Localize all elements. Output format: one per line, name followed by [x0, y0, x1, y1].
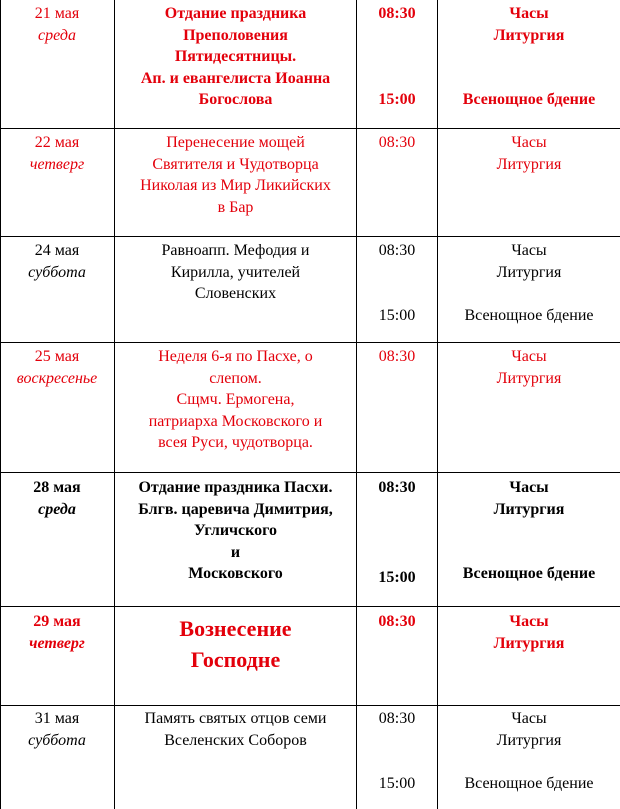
service-time: 15:00: [378, 91, 416, 108]
feast-title-line: патриарха Московского и: [148, 412, 323, 430]
service-name: Всенощное бдение: [462, 565, 596, 582]
feast-title-line: Преполовения: [183, 26, 288, 44]
weekday: четверг: [29, 155, 85, 173]
column-divider-title: [356, 0, 357, 809]
service-name: Всенощное бдение: [464, 307, 594, 324]
feast-title-line: Словенских: [194, 285, 277, 302]
feast-title-line: Память святых отцов семи: [144, 710, 327, 727]
service-name: Часы: [511, 348, 547, 365]
service-time: 08:30: [378, 479, 416, 496]
row-divider: [0, 236, 620, 237]
service-name: Часы: [509, 479, 549, 496]
feast-title-line: Кирилла, учителей: [170, 263, 301, 281]
row-divider: [0, 128, 620, 129]
service-time: 08:30: [378, 710, 416, 727]
feast-title-line: Угличского: [193, 522, 278, 539]
service-name: Всенощное бдение: [462, 91, 596, 108]
service-time: 08:30: [378, 613, 416, 630]
service-names: [438, 346, 620, 389]
feast-title-line: Равноапп. Мефодия и: [161, 242, 310, 259]
service-name: Часы: [511, 242, 547, 259]
date-cell: [0, 3, 114, 46]
feast-title-line: Святителя и Чудотворца: [152, 155, 319, 173]
service-name: Литургия: [496, 155, 562, 173]
service-name: Всенощное бдение: [464, 775, 594, 792]
service-time: 15:00: [378, 569, 416, 586]
feast-title-line: Вселенских Соборов: [164, 731, 307, 749]
feast-title-line: Отдание праздника Пасхи.: [138, 479, 333, 496]
feast-title-line: Николая из Мир Ликийских: [140, 177, 331, 194]
column-divider-time: [437, 0, 438, 809]
date-cell: [0, 477, 114, 520]
service-time: 15:00: [378, 775, 416, 792]
feast-title-line: и: [230, 543, 241, 561]
weekday: среда: [38, 26, 76, 44]
weekday: четверг: [29, 634, 85, 652]
table-border-left: [0, 0, 1, 809]
feast-title-cell: [115, 477, 356, 585]
date: 28 мая: [33, 479, 81, 496]
service-names: [438, 132, 620, 175]
date-cell: [0, 240, 114, 283]
service-name: Литургия: [493, 26, 565, 44]
service-time: 08:30: [378, 242, 416, 259]
date: 29 мая: [33, 613, 81, 630]
service-name: Литургия: [493, 500, 565, 518]
feast-title-line: слепом.: [209, 369, 262, 387]
feast-title-cell: [115, 346, 356, 454]
feast-title-line: Господне: [190, 647, 281, 672]
service-names: [438, 477, 620, 520]
service-name: Литургия: [496, 263, 562, 281]
row-divider: [0, 472, 620, 473]
service-name: Часы: [511, 710, 547, 727]
date: 25 мая: [34, 348, 80, 365]
row-divider: [0, 606, 620, 607]
date-cell: [0, 708, 114, 751]
service-time: 08:30: [378, 134, 416, 151]
feast-title-line: Ап. и евангелиста Иоанна: [140, 69, 331, 87]
row-divider: [0, 342, 620, 343]
date-cell: [0, 346, 114, 389]
service-names: [438, 708, 620, 751]
service-name: Часы: [509, 613, 549, 630]
date: 22 мая: [34, 134, 80, 151]
feast-title-line: Богослова: [198, 91, 273, 108]
feast-title-cell: [115, 708, 356, 751]
feast-title-cell: [115, 3, 356, 111]
service-names: [438, 3, 620, 46]
date: 21 мая: [34, 5, 80, 22]
feast-title-line: Вознесение: [179, 616, 292, 641]
feast-title-line: Сщмч. Ермогена,: [176, 391, 295, 408]
weekday: среда: [38, 500, 76, 518]
weekday: суббота: [28, 731, 86, 749]
service-names: [438, 611, 620, 654]
date: 31 мая: [34, 710, 80, 727]
date-cell: [0, 611, 114, 654]
weekday: воскресенье: [16, 369, 98, 387]
feast-title-line: всея Руси, чудотворца.: [158, 434, 313, 451]
feast-title-cell: [115, 240, 356, 305]
service-name: Часы: [511, 134, 547, 151]
feast-title-line: Пятидесятницы.: [174, 48, 297, 65]
feast-title-line: Блгв. царевича Димитрия,: [138, 500, 333, 518]
row-divider: [0, 705, 620, 706]
service-name: Часы: [509, 5, 549, 22]
service-names: [438, 240, 620, 283]
weekday: суббота: [28, 263, 86, 281]
feast-title-line: Перенесение мощей: [166, 134, 305, 151]
service-name: Литургия: [493, 634, 565, 652]
service-time: 08:30: [378, 5, 416, 22]
service-time: 15:00: [378, 307, 416, 324]
service-time: 08:30: [378, 348, 416, 365]
feast-title-line: в Бар: [217, 198, 254, 216]
date: 24 мая: [34, 242, 80, 259]
service-name: Литургия: [496, 369, 562, 387]
feast-title-line: Отдание праздника: [164, 5, 307, 22]
service-name: Литургия: [496, 731, 562, 749]
feast-title-cell: [115, 132, 356, 218]
date-cell: [0, 132, 114, 175]
feast-title-line: Московского: [188, 565, 283, 582]
feast-title-cell: [115, 613, 356, 675]
feast-title-line: Неделя 6-я по Пасхе, о: [158, 348, 313, 365]
